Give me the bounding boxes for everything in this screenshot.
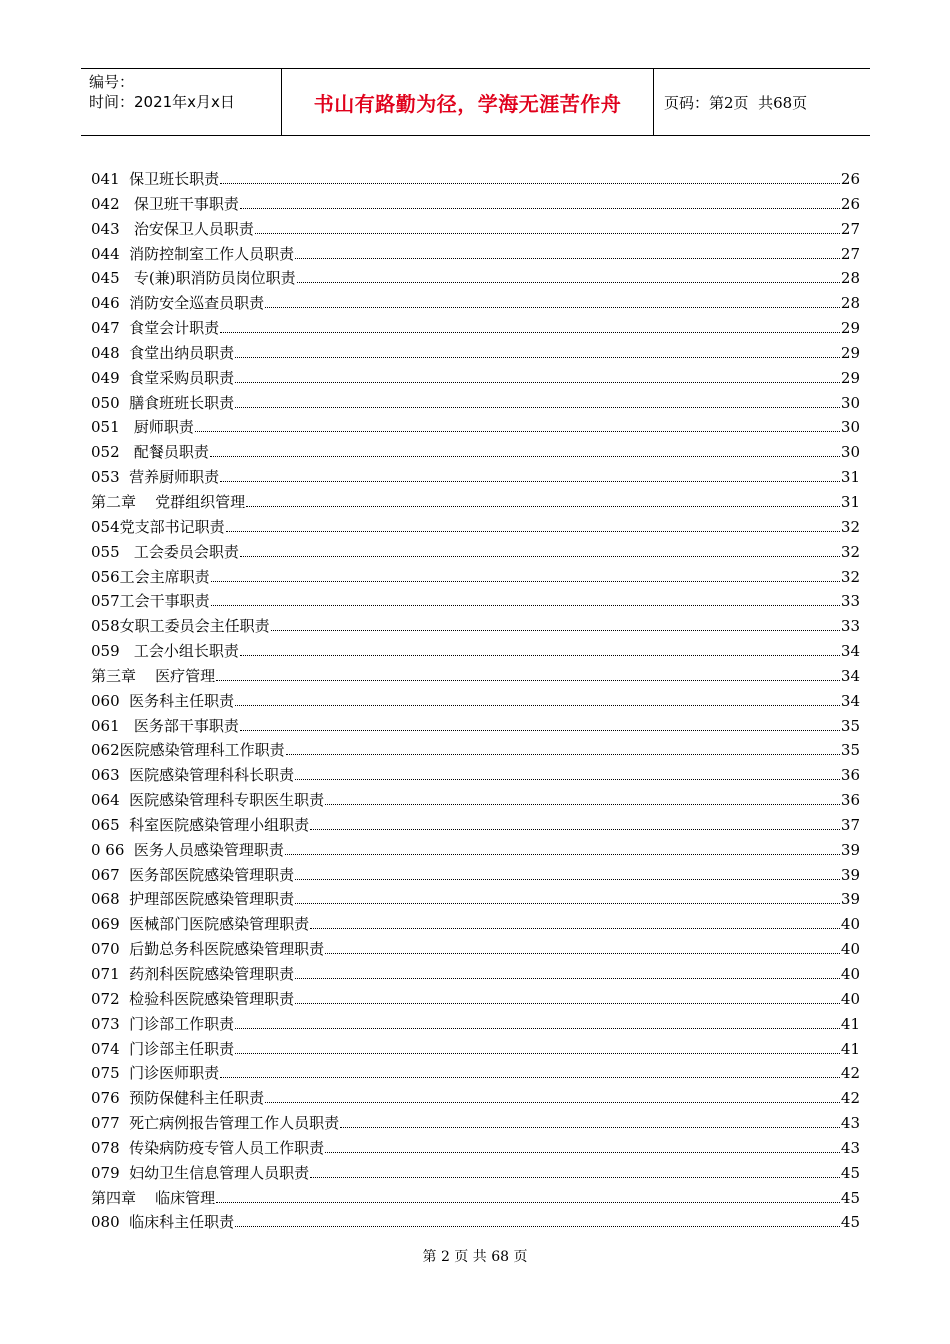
toc-entry-page: 39 — [840, 890, 860, 909]
toc-entry-title: 049 食堂采购员职责 — [91, 368, 235, 387]
toc-entry[interactable] — [91, 218, 860, 243]
toc-entry-title: 042 保卫班干事职责 — [91, 194, 239, 213]
toc-entry[interactable] — [91, 888, 860, 913]
toc-entry-title: 079 妇幼卫生信息管理人员职责 — [91, 1163, 310, 1182]
toc-entry-page: 37 — [840, 815, 860, 834]
toc-entry[interactable] — [91, 1162, 860, 1187]
toc-entry-page: 45 — [840, 1188, 860, 1207]
toc-entry-title: 062医院感染管理科工作职责 — [91, 741, 285, 760]
toc-dot-leader — [235, 1052, 840, 1054]
toc-entry[interactable] — [91, 1187, 860, 1212]
toc-dot-leader — [235, 1225, 840, 1227]
toc-dot-leader — [235, 1027, 840, 1029]
toc-entry-page: 28 — [840, 269, 860, 288]
toc-entry-page: 43 — [840, 1114, 860, 1133]
toc-entry[interactable] — [91, 1013, 860, 1038]
toc-dot-leader — [265, 1101, 840, 1103]
header-motto: 书山有路勤为径，学海无涯苦作舟 — [313, 91, 622, 116]
header-meta — [81, 69, 281, 135]
header-motto-cell — [281, 69, 654, 135]
toc-entry-page: 28 — [840, 294, 860, 313]
toc-entry-title: 073 门诊部工作职责 — [91, 1014, 235, 1033]
toc-entry-page: 34 — [840, 691, 860, 710]
toc-entry-title: 074 门诊部主任职责 — [91, 1039, 235, 1058]
toc-entry[interactable] — [91, 168, 860, 193]
toc-entry[interactable] — [91, 739, 860, 764]
toc-entry-title: 061 医务部干事职责 — [91, 716, 239, 735]
toc-dot-leader — [255, 232, 840, 234]
toc-dot-leader — [325, 952, 840, 954]
toc-entry[interactable] — [91, 1062, 860, 1087]
footer-page-number: 第 2 页 共 68 页 — [422, 1249, 528, 1265]
toc-entry[interactable] — [91, 466, 860, 491]
toc-entry[interactable] — [91, 193, 860, 218]
toc-entry[interactable] — [91, 640, 860, 665]
toc-entry-page: 41 — [840, 1039, 860, 1058]
toc-dot-leader — [295, 878, 840, 880]
toc-entry-title: 050 膳食班班长职责 — [91, 393, 235, 412]
table-of-contents — [91, 168, 860, 1236]
toc-dot-leader — [340, 1126, 840, 1128]
toc-entry-page: 32 — [840, 567, 860, 586]
toc-entry-title: 067 医务部医院感染管理职责 — [91, 865, 295, 884]
toc-dot-leader — [310, 1176, 840, 1178]
toc-entry[interactable] — [91, 317, 860, 342]
toc-entry[interactable] — [91, 864, 860, 889]
toc-entry-page: 40 — [840, 940, 860, 959]
toc-entry-page: 31 — [840, 492, 860, 511]
toc-entry[interactable] — [91, 392, 860, 417]
page-footer — [0, 1246, 950, 1266]
toc-dot-leader — [235, 381, 840, 383]
toc-entry-title: 046 消防安全巡查员职责 — [91, 294, 265, 313]
toc-dot-leader — [271, 629, 840, 631]
document-number-label: 编号： — [89, 73, 135, 91]
toc-dot-leader — [310, 828, 840, 830]
toc-entry-title: 072 检验科医院感染管理职责 — [91, 989, 295, 1008]
toc-entry[interactable] — [91, 665, 860, 690]
document-date: 时间：2021年x月x日 — [89, 93, 235, 111]
toc-entry-title: 055 工会委员会职责 — [91, 542, 239, 561]
toc-dot-leader — [295, 778, 840, 780]
toc-entry[interactable] — [91, 1112, 860, 1137]
toc-entry-page: 36 — [840, 791, 860, 810]
toc-entry-title: 0 66 医务人员感染管理职责 — [91, 840, 284, 859]
toc-entry-title: 071 药剂科医院感染管理职责 — [91, 965, 295, 983]
toc-entry[interactable] — [91, 516, 860, 541]
toc-entry-title: 069 医械部门医院感染管理职责 — [91, 915, 310, 934]
toc-entry-page: 26 — [840, 194, 860, 213]
toc-entry-title: 044 消防控制室工作人员职责 — [91, 244, 295, 263]
toc-entry[interactable] — [91, 267, 860, 292]
toc-entry-title: 第三章 医疗管理 — [91, 666, 216, 685]
toc-dot-leader — [265, 306, 840, 308]
toc-entry-page: 40 — [840, 915, 860, 934]
toc-dot-leader — [246, 505, 840, 507]
toc-entry-page: 43 — [840, 1138, 860, 1157]
toc-entry[interactable] — [91, 715, 860, 740]
toc-dot-leader — [240, 207, 840, 209]
toc-entry[interactable] — [91, 292, 860, 317]
toc-entry-page: 39 — [840, 865, 860, 884]
toc-entry-title: 047 食堂会计职责 — [91, 319, 220, 338]
toc-entry-page: 36 — [840, 766, 860, 785]
toc-entry[interactable] — [91, 541, 860, 566]
toc-dot-leader — [240, 729, 840, 731]
toc-entry-page: 42 — [840, 1089, 860, 1108]
toc-entry[interactable] — [91, 988, 860, 1013]
toc-entry-title: 068 护理部医院感染管理职责 — [91, 890, 295, 909]
toc-entry[interactable] — [91, 1211, 860, 1236]
toc-entry[interactable] — [91, 566, 860, 591]
toc-dot-leader — [211, 604, 840, 606]
toc-entry[interactable] — [91, 1038, 860, 1063]
toc-entry-title: 054党支部书记职责 — [91, 517, 225, 536]
toc-entry-page: 32 — [840, 517, 860, 536]
toc-dot-leader — [295, 1002, 840, 1004]
toc-entry-page: 40 — [840, 965, 860, 983]
toc-dot-leader — [295, 257, 840, 259]
toc-dot-leader — [220, 331, 840, 333]
toc-entry[interactable] — [91, 342, 860, 367]
toc-entry[interactable] — [91, 367, 860, 392]
toc-entry-title: 063 医院感染管理科科长职责 — [91, 766, 295, 785]
toc-dot-leader — [195, 430, 840, 432]
toc-entry[interactable] — [91, 1087, 860, 1112]
toc-entry-title: 075 门诊医师职责 — [91, 1064, 220, 1083]
toc-entry-page: 34 — [840, 666, 860, 685]
toc-dot-leader — [226, 530, 840, 532]
toc-dot-leader — [235, 356, 840, 358]
toc-entry[interactable] — [91, 441, 860, 466]
toc-dot-leader — [216, 679, 840, 681]
toc-entry-title: 057工会干事职责 — [91, 592, 210, 611]
toc-entry-page: 29 — [840, 368, 860, 387]
toc-entry-title: 043 治安保卫人员职责 — [91, 219, 254, 238]
toc-entry-page: 45 — [840, 1213, 860, 1232]
toc-entry-page: 34 — [840, 642, 860, 661]
toc-entry-title: 059 工会小组长职责 — [91, 642, 239, 661]
toc-dot-leader — [325, 1151, 840, 1153]
toc-entry-title: 070 后勤总务科医院感染管理职责 — [91, 940, 325, 959]
toc-entry[interactable] — [91, 764, 860, 789]
toc-entry-page: 32 — [840, 542, 860, 561]
toc-entry[interactable] — [91, 938, 860, 963]
toc-entry-page: 42 — [840, 1064, 860, 1083]
toc-entry-page: 26 — [840, 170, 860, 188]
header-page-info-cell — [654, 69, 870, 135]
toc-entry-page: 33 — [840, 617, 860, 636]
header-page-info: 页码：第2页 共68页 — [664, 93, 808, 112]
toc-dot-leader — [220, 1076, 840, 1078]
toc-entry[interactable] — [91, 789, 860, 814]
toc-entry[interactable] — [91, 491, 860, 516]
toc-entry-page: 27 — [840, 219, 860, 238]
toc-entry[interactable] — [91, 690, 860, 715]
toc-dot-leader — [310, 927, 840, 929]
toc-entry[interactable] — [91, 243, 860, 268]
toc-entry-title: 041 保卫班长职责 — [91, 170, 220, 188]
toc-entry-title: 077 死亡病例报告管理工作人员职责 — [91, 1114, 340, 1133]
toc-dot-leader — [285, 853, 840, 855]
toc-entry[interactable] — [91, 913, 860, 938]
toc-entry-page: 29 — [840, 319, 860, 338]
toc-dot-leader — [235, 406, 840, 408]
toc-entry-page: 41 — [840, 1014, 860, 1033]
toc-dot-leader — [297, 281, 840, 283]
toc-dot-leader — [240, 654, 840, 656]
toc-entry-title: 053 营养厨师职责 — [91, 468, 220, 487]
toc-entry-title: 第四章 临床管理 — [91, 1188, 216, 1207]
toc-dot-leader — [240, 555, 840, 557]
toc-entry-title: 076 预防保健科主任职责 — [91, 1089, 265, 1108]
toc-entry-title: 065 科室医院感染管理小组职责 — [91, 815, 310, 834]
toc-entry[interactable] — [91, 590, 860, 615]
toc-entry-page: 45 — [840, 1163, 860, 1182]
toc-entry-title: 060 医务科主任职责 — [91, 691, 235, 710]
toc-entry-title: 051 厨师职责 — [91, 418, 194, 437]
page-header — [81, 68, 870, 136]
toc-entry-title: 第二章 党群组织管理 — [91, 492, 246, 511]
toc-entry-page: 40 — [840, 989, 860, 1008]
toc-entry-page: 27 — [840, 244, 860, 263]
toc-entry-page: 31 — [840, 468, 860, 487]
toc-entry-page: 30 — [840, 443, 860, 462]
toc-entry-title: 048 食堂出纳员职责 — [91, 343, 235, 362]
toc-entry[interactable] — [91, 615, 860, 640]
toc-entry-page: 33 — [840, 592, 860, 611]
toc-entry-title: 052 配餐员职责 — [91, 443, 209, 462]
toc-dot-leader — [286, 753, 840, 755]
toc-dot-leader — [325, 803, 840, 805]
toc-dot-leader — [216, 1201, 840, 1203]
toc-entry-page: 29 — [840, 343, 860, 362]
toc-entry-title: 058女职工委员会主任职责 — [91, 617, 270, 636]
toc-entry[interactable] — [91, 416, 860, 441]
toc-entry-title: 080 临床科主任职责 — [91, 1213, 235, 1232]
toc-dot-leader — [220, 182, 840, 184]
toc-entry-title: 045 专(兼)职消防员岗位职责 — [91, 269, 296, 288]
toc-entry[interactable] — [91, 963, 860, 988]
toc-entry-page: 35 — [840, 716, 860, 735]
toc-entry-title: 078 传染病防疫专管人员工作职责 — [91, 1138, 325, 1157]
toc-entry[interactable] — [91, 814, 860, 839]
toc-dot-leader — [235, 704, 840, 706]
toc-dot-leader — [295, 977, 840, 979]
toc-entry-page: 30 — [840, 418, 860, 437]
toc-dot-leader — [295, 902, 840, 904]
toc-entry-page: 39 — [840, 840, 860, 859]
toc-entry[interactable] — [91, 1137, 860, 1162]
toc-dot-leader — [211, 580, 840, 582]
toc-dot-leader — [210, 455, 840, 457]
toc-entry-page: 30 — [840, 393, 860, 412]
toc-entry-page: 35 — [840, 741, 860, 760]
toc-entry[interactable] — [91, 839, 860, 864]
toc-dot-leader — [220, 480, 840, 482]
toc-entry-title: 056工会主席职责 — [91, 567, 210, 586]
toc-entry-title: 064 医院感染管理科专职医生职责 — [91, 791, 325, 810]
